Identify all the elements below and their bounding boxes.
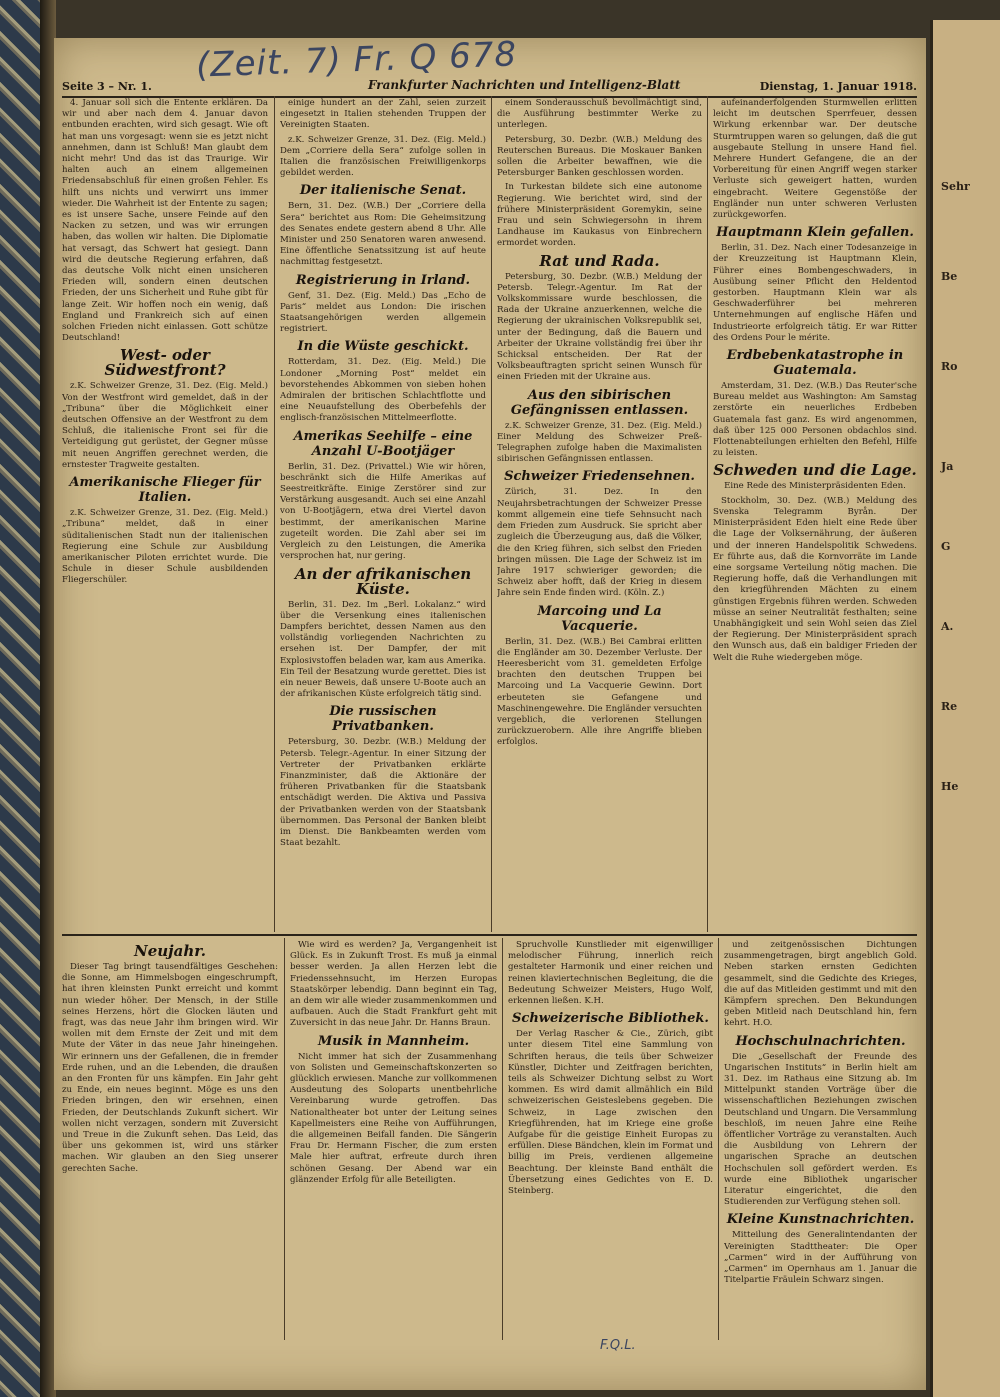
article-text: Nicht immer hat sich der Zusammenhang von Solisten und Gemeinschaftskonzerten so glücklich erwiesen. Manche zur vollkommenen Ausdeutung des Soloparts unentbehrliche Vereinbarung wurde getroffen. Das Nationaltheater bot unter der Leitung seines Kapellmeisters eine Reihe von Aufführungen, die allgemeinen Beifall fanden. Die Sängerin Frau Dr. Hermann Fischer, die zum ersten Male hier auftrat, erfreute durch ihren schönen Gesang. Der Abend war ein glänzender Erfolg für alle Beteiligten.	[290, 1051, 497, 1185]
headline: Amerikas Seehilfe – eine Anzahl U-Bootjäger	[293, 428, 473, 459]
next-page-fragment: Ro	[941, 360, 958, 373]
article-text: Amsterdam, 31. Dez. (W.B.) Das Reuter'sche Bureau meldet aus Washington: Am Samstag zerstörte ein neuerliches Erdbeben Guatemala fast ganz. Es wird angenommen, daß über 125 000 Personen obdachlos sind. Flottenabteilungen erhielten den Befehl, Hilfe zu leisten.	[713, 381, 917, 459]
next-page-fragment: A.	[941, 620, 954, 633]
headline: Musik in Mannheim.	[317, 1033, 470, 1049]
article-text: Dieser Tag bringt tausendfältiges Geschehen: die Sonne, am Himmelsbogen eingeschrumpft, hat ihren kleinsten Punkt erreicht und kommt nun wieder höher. Der Mensch, in der Stille seines Herzens, hört die Glocken läuten und fragt, was das neue Jahr ihm bringen wird. Wir wollen mit dem Ernste der Zeit und mit dem Mute der Väter in das neue Jahr hineingehen. Wir erinnern uns der Gefallenen, die in fremder Erde ruhen, und an die Lebenden, die draußen an den Fronten für uns kämpfen. Ein Jahr geht zu Ende, ein neues beginnt. Möge es uns den Frieden bringen, den wir ersehnen, einen Frieden, der Deutschlands Zukunft sichert. Wir wollen nicht verzagen, sondern mit Zuversicht und Treue in die Zukunft sehen. Das Leid, das über uns gekommen ist, wird uns stärker machen. Wir glauben an den Sieg unserer gerechten Sache.	[62, 962, 278, 1174]
article-text: Berlin, 31. Dez. Im „Berl. Lokalanz.“ wird über die Versenkung eines italienischen Dampfers berichtet, dessen Namen aus den vollständig vorliegenden Nachrichten zu ersehen ist. Der Dampfer, der mit Explosivstoffen beladen war, kam aus Amerika. Ein Teil der Besatzung wurde gerettet. Dies ist ein neuer Beweis, daß unsere U-Boote auch an der afrikanischen Küste erfolgreich tätig sind.	[280, 599, 486, 700]
article-text: Die „Gesellschaft der Freunde des Ungarischen Instituts“ in Berlin hielt am 31. Dez. im Rathaus eine Sitzung ab. Im Mittelpunkt standen Vorträge über die wissenschaftlichen Beziehungen zwischen Deutschland und Ungarn. Die Versammlung beschloß, im neuen Jahre eine Reihe öffentlicher Vorträge zu veranstalten. Auch die Ausbildung von Lehrern der ungarischen Sprache an deutschen Hochschulen soll gefördert werden. Es wurde eine Bibliothek ungarischer Literatur eingerichtet, die den Studierenden zur Verfügung stehen soll.	[724, 1051, 917, 1208]
headline: Amerikanische Flieger für Italien.	[69, 475, 261, 506]
article-text: Petersburg, 30. Dezbr. (W.B.) Meldung der Petersb. Telegr.-Agentur. In einer Sitzung der Vertreter der Privatbanken erklärte Finanzminister, daß die Aktionäre der früheren Privatbanken für die Staatsbank entschädigt werden. Die Aktiva und Passiva der Privatbanken werden von der Staatsbank übernommen. Das Personal der Banken bleibt im Dienst. Die Bankbeamten werden vom Staat bezahlt.	[280, 737, 486, 849]
headline: Marcoing und La Vacquerie.	[537, 603, 662, 634]
headline: Schweden und die Lage.	[713, 461, 917, 480]
article-text: Berlin, 31. Dez. (Privattel.) Wie wir hören, beschränkt sich die Hilfe Amerikas auf Seestreitkräfte. Einige Zerstörer sind zur Verstärkung ausgesandt. Auch sei eine Anzahl von U-Bootjägern, etwa drei Viertel davon bestimmt, der amerikanischen Marine zugeteilt worden. Die Zahl aber sei im Vergleich zu den Leistungen, die Amerika versprochen hat, nur gering.	[280, 461, 486, 562]
headline: Aus den sibirischen Gefängnissen entlassen.	[510, 387, 689, 418]
article-text: Petersburg, 30. Dezbr. (W.B.) Meldung des Reuterschen Bureaus. Die Moskauer Banken sollen die Arbeiter bewaffnen, wie die Petersburger Banken geschlossen worden.	[497, 134, 702, 179]
column-rule	[502, 938, 503, 1340]
page-number: Seite 3 – Nr. 1.	[62, 80, 152, 93]
next-page-fragment: Sehr	[941, 180, 970, 193]
headline: Erdbebenkatastrophe in Guatemala.	[726, 348, 904, 379]
book-binding	[0, 0, 40, 1397]
page-header	[62, 78, 917, 98]
archive-handwritten-note: (Zeit. 7) Fr. Q 678	[195, 34, 518, 86]
article-text: Rotterdam, 31. Dez. (Eig. Meld.) Die Londoner „Morning Post“ meldet ein bevorstehendes Abkommen von sieben hohen Admiralen der britischen Schlachtflotte und eine Neuaufstellung des Oberbefehls der englisch-französischen Mittelmeerflotte.	[280, 357, 486, 424]
subheadline: Eine Rede des Ministerpräsidenten Eden.	[724, 481, 906, 492]
article-text: z.K. Schweizer Grenze, 31. Dez. (Eig. Meld.) Dem „Corriere della Sera“ zufolge sollen in Italien die französischen Freiwilligenkorps gebildet werden.	[280, 134, 486, 179]
article-text: Spruchvolle Kunstlieder mit eigenwilliger melodischer Führung, innerlich reich gestalteter Harmonik und einer reichen und reinen klaviertechnischen Begleitung, die die Bedeutung Schweizer Meisters, Hugo Wolf, erkennen ließen. K.H.	[508, 940, 713, 1007]
headline: Registrierung in Irland.	[295, 272, 471, 288]
next-page-fragment: He	[941, 780, 959, 793]
column-rule	[491, 96, 492, 932]
column-rule	[274, 96, 275, 932]
headline: Schweizer Friedensehnen.	[504, 469, 695, 485]
headline: Kleine Kunstnachrichten.	[726, 1212, 915, 1228]
article-text: Berlin, 31. Dez. (W.B.) Bei Cambrai erlitten die Engländer am 30. Dezember Verluste. Der Heeresbericht vom 31. gemeldeten Erfolge brachten den deutschen Truppen bei Marcoing und La Vacquerie Gewinn. Dort erbeuteten sie Gefangene und Maschinengewehre. Die Engländer versuchten vergeblich, die verlorenen Stellungen zurückzuerobern. Alle ihre Angriffe blieben erfolglos.	[497, 636, 702, 748]
headline: Hochschulnachrichten.	[735, 1033, 906, 1049]
column-rule	[707, 96, 708, 932]
article-text: z.K. Schweizer Grenze, 31. Dez. (Eig. Meld.) Von der Westfront wird gemeldet, daß in der „Tribuna“ über die Möglichkeit einer deutschen Offensive an der Westfront zu dem Schluß, die italienische Front sei für die Verteidigung gut gerüstet, der Gegner müsse mit neuen Angriffen gerechnet werden, die ernstester Tragweite gestalten.	[62, 381, 268, 470]
headline: An der afrikanischen Küste.	[294, 564, 472, 598]
headline: Rat und Rada.	[539, 251, 660, 270]
article-text: einem Sonderausschuß bevollmächtigt sind, die Ausführung bestimmter Werke zu unterlegen.	[497, 98, 702, 131]
adjacent-page-edge	[930, 20, 1000, 1397]
next-page-fragment: G	[941, 540, 951, 553]
headline: Hauptmann Klein gefallen.	[716, 225, 914, 241]
next-page-fragment: Be	[941, 270, 958, 283]
column-3	[497, 98, 702, 930]
article-text: Berlin, 31. Dez. Nach einer Todesanzeige in der Kreuzzeitung ist Hauptmann Klein, Führer eines Bombengeschwaders, in Ausübung seiner Pflicht den Heldentod gestorben. Hauptmann Klein war als Geschwaderführer bei mehreren Unternehmungen auf englische Häfen und Industrieorte erfolgreich tätig. Er war Ritter des Ordens Pour le mérite.	[713, 243, 917, 343]
article-text: Wie wird es werden? Ja, Vergangenheit ist Glück. Es in Zukunft Trost. Es muß ja einmal besser werden. Ja allen Herzen lebt die Friedenssehnsucht, im Herzen Europas Staatskörper lebendig. Dann beginnt ein Tag, an dem wir alle wieder zusammenkommen und aufbauen. Auch die Stadt Frankfurt geht mit Zuversicht in das neue Jahr. Dr. Hanns Braun.	[290, 940, 497, 1029]
article-text: z.K. Schweizer Grenze, 31. Dez. (Eig. Meld.) „Tribuna“ meldet, daß in einer süditalienischen Stadt nun der italienischen Regierung eine Schule zur Ausbildung amerikanischer Piloten errichtet wurde. Die Schule in dieser Schule ausbildenden Fliegerschüler.	[62, 508, 268, 586]
column-rule	[718, 938, 719, 1340]
feuilleton-divider	[62, 934, 917, 936]
article-text: Stockholm, 30. Dez. (W.B.) Meldung des Svenska Telegramm Byrån. Der Ministerpräsident Eden hielt eine Rede über die Lage der Volksernährung, der äußeren und der inneren Handelspolitik Schwedens. Er führte aus, daß die Kornvorräte im Lande eine sorgsame Verteilung nötig machen. Die Regierung hoffe, daß die Verhandlungen mit den kriegführenden Mächten zu einem günstigen Ergebnis führen werden. Schweden müsse an seiner Neutralität festhalten; seine Unabhängigkeit und sein Wohl seien das Ziel der Regierung. Der Ministerpräsident sprach den Wunsch aus, daß ein baldiger Frieden der Welt die Ruhe wiedergeben möge.	[713, 495, 917, 663]
article-text: z.K. Schweizer Grenze, 31. Dez. (Eig. Meld.) Einer Meldung des Schweizer Preß-Telegraphen zufolge haben die Maximalisten sibirischen Gefängnissen entlassen.	[497, 420, 702, 465]
column-1	[62, 98, 268, 930]
feuilleton-column-1	[62, 940, 278, 1340]
headline: Neujahr.	[134, 942, 206, 960]
article-text: Genf, 31. Dez. (Eig. Meld.) Das „Echo de Paris“ meldet aus London: Die irischen Staatsangehörigen werden allgemein registriert.	[280, 290, 486, 335]
headline: Die russischen Privatbanken.	[329, 704, 437, 735]
next-page-fragment: Ja	[941, 460, 954, 473]
next-page-fragment: Re	[941, 700, 958, 713]
issue-date: Dienstag, 1. Januar 1918.	[759, 80, 917, 93]
feuilleton-column-3	[508, 940, 713, 1340]
feuilleton-column-2	[290, 940, 497, 1340]
column-4	[713, 98, 917, 930]
article-text: Petersburg, 30. Dezbr. (W.B.) Meldung der Petersb. Telegr.-Agentur. Im Rat der Volkskommissare wurde beschlossen, die Rada der Ukraine anzuerkennen, welche die Regierung der ukrainischen Volksrepublik sei, unter der Bedingung, daß die Bauern und Arbeiter der Ukraine vollständig frei über ihr Schicksal entscheiden. Der Rat der Volksbeauftragten spricht seinen Wunsch für einen Frieden mit der Ukraine aus.	[497, 271, 702, 383]
article-text: Der Verlag Rascher & Cie., Zürich, gibt unter diesem Titel eine Sammlung von Schriften heraus, die teils über Schweizer Künstler, Dichter und Zeitfragen berichten, teils als Schweizer Dichtung selbst zu Wort kommen. Es wird damit allmählich ein Bild schweizerischen Geisteslebens gegeben. Die Schweiz, in Lage zwischen den Kriegführenden, hat im Kriege eine große Aufgabe für die geistige Einheit Europas zu erfüllen. Diese Bändchen, klein im Format und billig im Preis, verdienen allgemeine Beachtung. Der kleinste Band enthält die Übersetzung eines Gedichtes von E. D. Steinberg.	[508, 1029, 713, 1197]
newspaper-title: Frankfurter Nachrichten und Intelligenz-Blatt	[368, 78, 681, 92]
article-text: Zürich, 31. Dez. In den Neujahrsbetrachtungen der Schweizer Presse kommt allgemein eine tiefe Sehnsucht nach dem Frieden zum Ausdruck. Sie spricht aber zugleich die Überzeugung aus, daß die Völker, die den Krieg führen, sich selbst den Frieden bringen müssen. Die Lage der Schweiz ist im Jahre 1917 schwieriger geworden; die Schweiz aber hofft, daß der Krieg in diesem Jahre sein Ende finden wird. (Köln. Z.)	[497, 487, 702, 599]
article-text: einige hundert an der Zahl, seien zurzeit eingesetzt in Italien stehenden Truppen der Vereinigten Staaten.	[280, 98, 486, 131]
headline: Der italienische Senat.	[299, 183, 467, 199]
article-text: aufeinanderfolgenden Sturmwellen erlitten leicht im deutschen Sperrfeuer, dessen Wirkung erkennbar war. Der deutsche Sturmtruppen waren so gelungen, daß die gut ausgebaute Stellung in unsere Hand fiel. Mehrere Hundert Gefangene, die an der Vorbereitung für einen Angriff wegen starker Verluste sich geweigert hatten, wurden eingebracht. Weitere Gegenstöße der Engländer nun unter schweren Verlusten zurückgeworfen.	[713, 98, 917, 221]
column-2	[280, 98, 486, 930]
feuilleton-column-4	[724, 940, 917, 1340]
article-text: In Turkestan bildete sich eine autonome Regierung. Wie berichtet wird, sind der frühere Ministerpräsident Goremykin, seine Frau und sein Schwiegersohn in ihrem Landhause im Kaukasus von Einbrechern ermordet worden.	[497, 182, 702, 249]
headline: In die Wüste geschickt.	[297, 339, 469, 355]
article-text: Bern, 31. Dez. (W.B.) Der „Corriere della Sera“ berichtet aus Rom: Die Geheimsitzung des Senates endete gestern abend 8 Uhr. Alle Minister und 250 Senatoren waren anwesend. Eine öffentliche Senatssitzung ist auf heute nachmittag festgesetzt.	[280, 201, 486, 268]
headline: Schweizerische Bibliothek.	[512, 1011, 709, 1027]
headline: West- oder Südwestfront?	[104, 346, 226, 380]
column-rule	[284, 938, 285, 1340]
article-text: Mitteilung des Generalintendanten der Vereinigten Stadttheater: Die Oper „Carmen“ wird in der Aufführung von „Carmen“ im Opernhaus am 1. Januar die Titelpartie Fräulein Schwarz singen.	[724, 1230, 917, 1286]
archive-pencil-mark: F.Q.L.	[600, 1338, 636, 1353]
article-text: 4. Januar soll sich die Entente erklären. Da wir und aber nach dem 4. Januar davon entbunden erachten, wird sich gesagt. Wie oft hat man uns vorgesagt: wenn sie es jetzt nicht annehmen, dann ist Schluß! Man glaubt dem nicht mehr! Und das ist das Traurige. Wir halten auch an einem allgemeinen Friedensabschluß für einen großen Fehler. Es hilft uns nichts und verwirrt uns immer wieder. Die Wahrheit ist der Entente zu sagen; es ist unsere Sache, unsere Feinde auf den Nacken zu setzen, und was wir errungen haben, das wollen wir halten. Die Diplomatie hat versagt, das Schwert hat gesiegt. Dann wird die deutsche Regierung erfahren, daß das deutsche Volk nicht einen unsicheren Frieden will, sondern einen deutschen Frieden, der uns Sicherheit und Ruhe gibt für lange Zeit. Wir hoffen noch ein wenig, daß England und Frankreich sich auf einen solchen Frieden nicht einlassen. Gott schütze Deutschland!	[62, 98, 268, 344]
article-text: und zeitgenössischen Dichtungen zusammengetragen, birgt angeblich Gold. Neben starken ernsten Gedichten gesammelt, sind die Gedichte des Krieges, die auf das Mitleiden gestimmt und mit den Kämpfern sprechen. Den Bekundungen geben Mitleid nach Deutschland hin, fern kehrt. H.O.	[724, 940, 917, 1029]
